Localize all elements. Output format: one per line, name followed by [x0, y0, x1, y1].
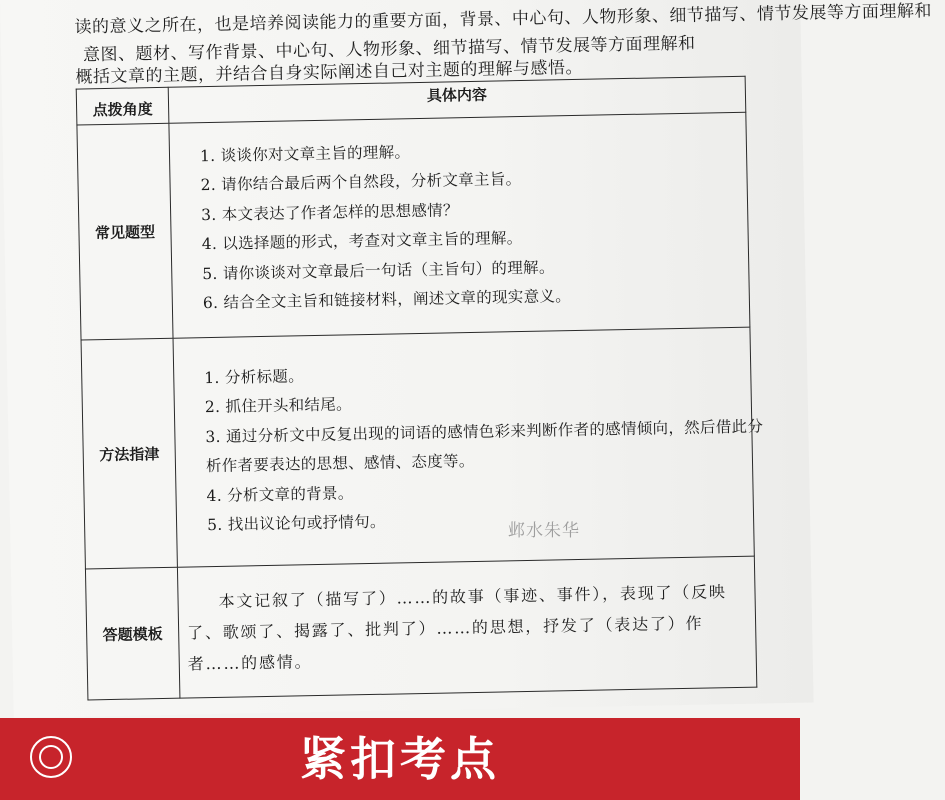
- list-item: 6. 结合全文主旨和链接材料，阐述文章的现实意义。: [202, 287, 572, 313]
- header-label-cell: [76, 87, 169, 125]
- list-item: 2. 请你结合最后两个自然段，分析文章主旨。: [200, 170, 522, 195]
- table-row-types: [77, 112, 750, 340]
- banner-title: 紧扣考点: [300, 732, 500, 786]
- list-item: 3. 通过分析文中反复出现的词语的感情色彩来判断作者的感情倾向，然后借此分析作者要表达的思想、感情、态度等。: [205, 416, 764, 476]
- list-item: 5. 请你谈谈对文章最后一句话（主旨句）的理解。: [202, 257, 555, 283]
- row-content: [169, 112, 750, 338]
- list-item: 4. 分析文章的背景。: [206, 483, 354, 505]
- intro-line-4: 概括文章的主题，并结合自身实际阐述自己对主题的理解与感悟。: [75, 57, 584, 88]
- header-label: 点拨角度: [92, 100, 153, 120]
- table-row-method: [81, 327, 754, 569]
- row-label: 方法指津: [81, 338, 177, 569]
- header-content: 具体内容: [426, 85, 488, 105]
- table-row-template: [85, 556, 756, 700]
- guide-table: [76, 76, 764, 701]
- watermark: 邺水朱华: [508, 521, 580, 541]
- list-item: 2. 抓住开头和结尾。: [204, 395, 353, 417]
- row-content: [177, 556, 756, 698]
- answer-template-paragraph: 本文记叙了（描写了）……的故事（事迹、事件），表现了（反映了、歌颂了、揭露了、批判了）……的思想，抒发了（表达了）作者……的感情。: [186, 581, 727, 674]
- list-item: 5. 找出议论句或抒情句。: [206, 512, 386, 535]
- bottom-banner: [0, 718, 800, 800]
- list-item: 3. 本文表达了作者怎样的思想感情？: [200, 200, 459, 224]
- list-item: 1. 分析标题。: [204, 366, 305, 387]
- row-label: 常见题型: [77, 123, 173, 340]
- list-item: 4. 以选择题的形式，考查对文章主旨的理解。: [201, 229, 523, 254]
- row-content: [173, 327, 764, 567]
- intro-line-2: 读的意义之所在，也是培养阅读能力的重要方面，背景、中心句、人物形象、细节描写、情节发展等方面理解和: [74, 1, 933, 38]
- intro-line-3: 意图、题材、写作背景、中心句、人物形象、细节描写、情节发展等方面理解和: [82, 33, 696, 66]
- row-label: 答题模板: [85, 567, 179, 700]
- list-item: 1. 谈谈你对文章主旨的理解。: [199, 142, 411, 165]
